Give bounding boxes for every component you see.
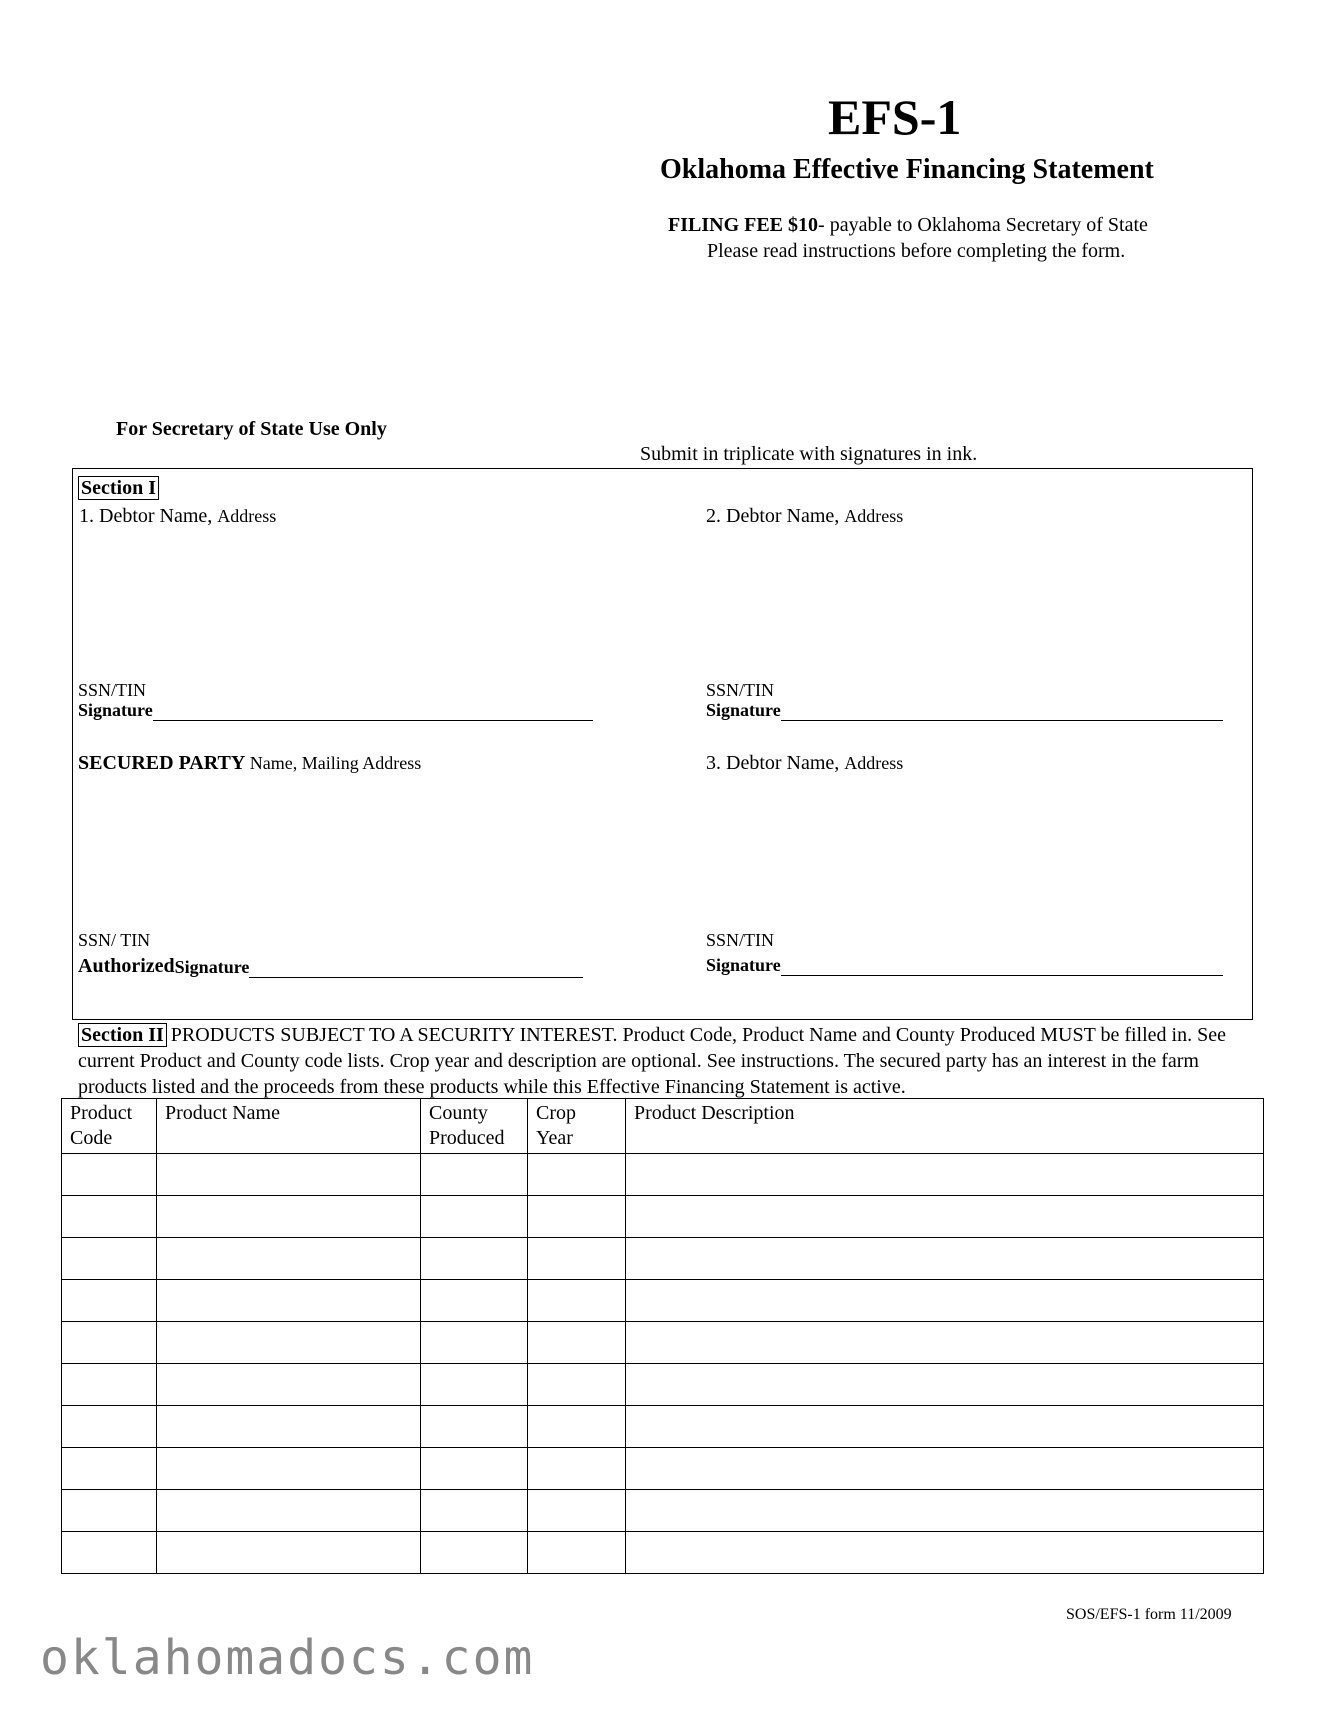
crop-year-cell[interactable] xyxy=(528,1490,626,1532)
product-description-cell[interactable] xyxy=(626,1238,1264,1280)
crop-year-cell[interactable] xyxy=(528,1238,626,1280)
county-produced-cell[interactable] xyxy=(421,1154,528,1196)
debtor-3-ssn-label: SSN/TIN xyxy=(706,930,775,950)
header-county-produced: County Produced xyxy=(421,1099,528,1154)
debtor-3-label xyxy=(706,752,903,775)
product-code-cell[interactable] xyxy=(62,1154,157,1196)
header-product-description: Product Description xyxy=(626,1099,1264,1154)
product-description-cell[interactable] xyxy=(626,1364,1264,1406)
debtor-1-label xyxy=(79,505,276,528)
product-name-cell[interactable] xyxy=(157,1406,421,1448)
crop-year-cell[interactable] xyxy=(528,1406,626,1448)
form-id: EFS-1 xyxy=(828,89,962,145)
debtor-2-name-address-field[interactable] xyxy=(706,528,1226,678)
debtor-1-signature-label: Signature xyxy=(78,700,153,720)
crop-year-cell[interactable] xyxy=(528,1196,626,1238)
secured-party-name-address-field[interactable] xyxy=(79,778,639,928)
product-code-cell[interactable] xyxy=(62,1322,157,1364)
county-produced-cell[interactable] xyxy=(421,1490,528,1532)
product-description-cell[interactable] xyxy=(626,1280,1264,1322)
filing-fee-payee: - payable to Oklahoma Secretary of State xyxy=(818,214,1148,236)
debtor-1-address-label: Address xyxy=(217,506,277,526)
header-product-code: Product Code xyxy=(62,1099,157,1154)
section-2-heading: Section II xyxy=(78,1023,167,1047)
product-description-cell[interactable] xyxy=(626,1448,1264,1490)
county-produced-cell[interactable] xyxy=(421,1448,528,1490)
table-row xyxy=(62,1238,1264,1280)
crop-year-cell[interactable] xyxy=(528,1364,626,1406)
debtor-3-signature-label: Signature xyxy=(706,955,781,975)
table-row xyxy=(62,1448,1264,1490)
product-code-cell[interactable] xyxy=(62,1196,157,1238)
header-crop-year: Crop Year xyxy=(528,1099,626,1154)
county-produced-cell[interactable] xyxy=(421,1532,528,1574)
crop-year-cell[interactable] xyxy=(528,1280,626,1322)
table-row xyxy=(62,1532,1264,1574)
product-code-cell[interactable] xyxy=(62,1448,157,1490)
office-use-label: For Secretary of State Use Only xyxy=(116,418,387,440)
product-description-cell[interactable] xyxy=(626,1322,1264,1364)
product-name-cell[interactable] xyxy=(157,1322,421,1364)
filing-fee xyxy=(668,214,1148,237)
section-2-text: PRODUCTS SUBJECT TO A SECURITY INTEREST. Product Code, Product Name and County Produced MUST be filled in. See current Product and County code lists. Crop year and description are optional. See instructions. The secured party has an interest in the farm products listed and the proceeds from these products while this Effective Financing Statement is active. xyxy=(78,1024,1226,1098)
watermark: oklahomadocs.com xyxy=(40,1630,535,1686)
table-row xyxy=(62,1322,1264,1364)
submit-note: Submit in triplicate with signatures in ink. xyxy=(640,443,978,465)
debtor-2-name-label: 2. Debtor Name, xyxy=(706,505,845,527)
debtor-2-label xyxy=(706,505,903,528)
header-product-name: Product Name xyxy=(157,1099,421,1154)
crop-year-cell[interactable] xyxy=(528,1532,626,1574)
secured-party-authorized-label: Authorized xyxy=(78,955,175,977)
debtor-1-signature-line[interactable] xyxy=(153,702,593,721)
debtor-3-signature-line[interactable] xyxy=(781,957,1223,976)
product-code-cell[interactable] xyxy=(62,1238,157,1280)
crop-year-cell[interactable] xyxy=(528,1322,626,1364)
secured-party-signature-line[interactable] xyxy=(249,959,583,978)
section-2-intro xyxy=(78,1022,1258,1100)
product-description-cell[interactable] xyxy=(626,1154,1264,1196)
county-produced-cell[interactable] xyxy=(421,1364,528,1406)
debtor-1-signature xyxy=(78,700,593,721)
crop-year-cell[interactable] xyxy=(528,1154,626,1196)
debtor-2-ssn-label: SSN/TIN xyxy=(706,680,775,700)
product-description-cell[interactable] xyxy=(626,1196,1264,1238)
debtor-2-signature-label: Signature xyxy=(706,700,781,720)
product-description-cell[interactable] xyxy=(626,1406,1264,1448)
table-row xyxy=(62,1196,1264,1238)
debtor-3-name-address-field[interactable] xyxy=(706,778,1226,928)
product-description-cell[interactable] xyxy=(626,1532,1264,1574)
product-name-cell[interactable] xyxy=(157,1364,421,1406)
county-produced-cell[interactable] xyxy=(421,1196,528,1238)
table-row xyxy=(62,1406,1264,1448)
product-code-cell[interactable] xyxy=(62,1280,157,1322)
debtor-3-name-label: 3. Debtor Name, xyxy=(706,752,845,774)
product-name-cell[interactable] xyxy=(157,1154,421,1196)
product-name-cell[interactable] xyxy=(157,1532,421,1574)
secured-party-signature xyxy=(78,955,583,978)
table-row xyxy=(62,1364,1264,1406)
county-produced-cell[interactable] xyxy=(421,1406,528,1448)
instructions-note: Please read instructions before completing the form. xyxy=(707,240,1126,262)
product-code-cell[interactable] xyxy=(62,1532,157,1574)
county-produced-cell[interactable] xyxy=(421,1322,528,1364)
secured-party-address-label: Name, Mailing Address xyxy=(245,753,422,773)
products-table-header-row xyxy=(62,1099,1264,1154)
form-number: SOS/EFS-1 form 11/2009 xyxy=(1066,1606,1232,1623)
debtor-1-name-address-field[interactable] xyxy=(79,528,639,678)
secured-party-label xyxy=(78,752,421,775)
form-title: Oklahoma Effective Financing Statement xyxy=(660,154,1154,185)
table-row xyxy=(62,1280,1264,1322)
filing-fee-amount: FILING FEE $10 xyxy=(668,214,819,236)
county-produced-cell[interactable] xyxy=(421,1280,528,1322)
product-name-cell[interactable] xyxy=(157,1490,421,1532)
section-1-heading: Section I xyxy=(78,476,159,500)
product-description-cell[interactable] xyxy=(626,1490,1264,1532)
secured-party-heading: SECURED PARTY xyxy=(78,752,246,774)
section-1-label xyxy=(78,476,159,500)
debtor-3-address-label: Address xyxy=(844,753,904,773)
debtor-1-ssn-label: SSN/TIN xyxy=(78,680,147,700)
table-row xyxy=(62,1490,1264,1532)
product-code-cell[interactable] xyxy=(62,1364,157,1406)
product-code-cell[interactable] xyxy=(62,1490,157,1532)
debtor-2-address-label: Address xyxy=(844,506,904,526)
table-row xyxy=(62,1154,1264,1196)
product-name-cell[interactable] xyxy=(157,1280,421,1322)
secured-party-signature-label: Signature xyxy=(174,957,250,977)
product-code-cell[interactable] xyxy=(62,1406,157,1448)
secured-party-ssn-label: SSN/ TIN xyxy=(78,930,151,950)
debtor-2-signature xyxy=(706,700,1223,721)
debtor-2-signature-line[interactable] xyxy=(781,702,1223,721)
product-name-cell[interactable] xyxy=(157,1238,421,1280)
debtor-3-signature xyxy=(706,955,1223,976)
product-name-cell[interactable] xyxy=(157,1448,421,1490)
products-table xyxy=(61,1098,1264,1574)
debtor-1-name-label: 1. Debtor Name, xyxy=(79,505,218,527)
crop-year-cell[interactable] xyxy=(528,1448,626,1490)
county-produced-cell[interactable] xyxy=(421,1238,528,1280)
product-name-cell[interactable] xyxy=(157,1196,421,1238)
products-table-body xyxy=(62,1154,1264,1574)
